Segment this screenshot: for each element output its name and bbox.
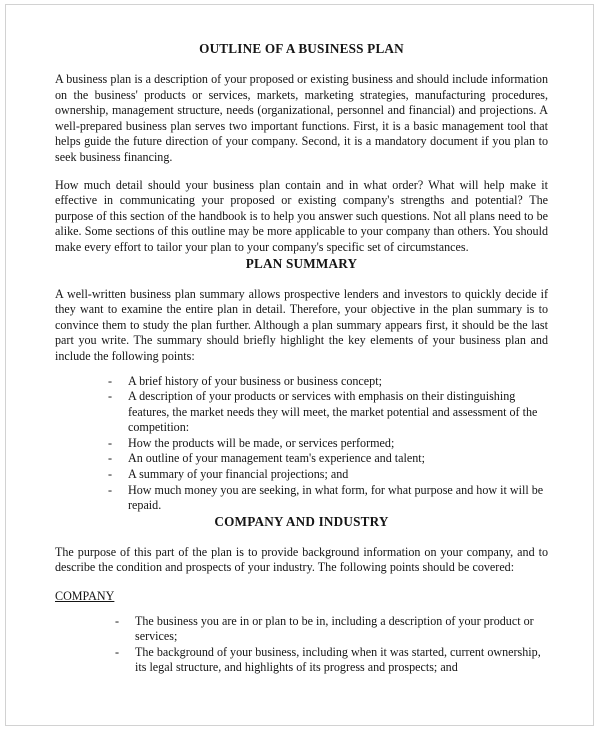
list-item: [108, 451, 548, 467]
list-item: [108, 436, 548, 452]
dash-bullet-icon: -: [108, 435, 113, 450]
list-item-text: A description of your products or services with emphasis on their distinguishing features, the market needs they will meet, the market potential and assessment of the competition:: [128, 389, 538, 435]
list-item-text: The business you are in or plan to be in, including a description of your product or services;: [135, 613, 534, 644]
dash-bullet-icon: -: [108, 482, 113, 497]
page-title: OUTLINE OF A BUSINESS PLAN: [199, 41, 404, 56]
dash-bullet-icon: -: [108, 389, 113, 404]
list-item: [108, 374, 548, 390]
list-item: [115, 614, 548, 645]
plan-summary-bullet-list: [55, 374, 548, 514]
list-item: [108, 483, 548, 514]
list-item-text: An outline of your management team's experience and talent;: [128, 451, 426, 466]
company-bullet-list: [55, 614, 548, 676]
dash-bullet-icon: -: [108, 451, 113, 466]
intro-paragraph-1: A business plan is a description of your proposed or existing business and should include information on the business' products or services, markets, marketing strategies, manufacturing procedures, ownership, management structure, needs (organizational, personnel and financial) and projections. A well-prepared business plan serves two important functions. First, it is a basic management tool that helps guide the future direction of your company. Second, it is a mandatory document if you plan to seek business financing.: [55, 72, 548, 164]
company-industry-paragraph-1: The purpose of this part of the plan is to provide background information on your company, and to describe the condition and prospects of your industry. The following points should be covered:: [55, 544, 548, 575]
document-page: [5, 4, 594, 726]
section-heading-plan-summary: PLAN SUMMARY: [245, 255, 358, 271]
list-item-text: The background of your business, including when it was started, current ownership, its legal structure, and highlights of its progress and prospects; and: [135, 644, 541, 675]
list-item-text: A brief history of your business or business concept;: [128, 373, 382, 388]
list-item-text: A summary of your financial projections; and: [128, 467, 349, 482]
list-item-text: How much money you are seeking, in what form, for what purpose and how it will be repaid.: [128, 482, 544, 513]
document-content: [55, 41, 548, 676]
list-item: [108, 389, 548, 436]
list-item: [115, 645, 548, 676]
plan-summary-paragraph-1: A well-written business plan summary allows prospective lenders and investors to quickly decide if they want to examine the entire plan in detail. Therefore, your objective in the plan summary is to convince them to study the plan further. Although a plan summary appears first, it should be the last part you write. The summary should briefly highlight the key elements of your business plan and include the following points:: [55, 286, 548, 363]
section-heading-company-and-industry: COMPANY AND INDUSTRY: [214, 513, 389, 529]
dash-bullet-icon: -: [115, 613, 120, 628]
list-item-text: How the products will be made, or services performed;: [128, 435, 395, 450]
dash-bullet-icon: -: [115, 644, 120, 659]
dash-bullet-icon: -: [108, 373, 113, 388]
intro-paragraph-2: How much detail should your business plan contain and in what order? What will help make it effective in communicating your proposed or existing company's strengths and potential? The purpose of this section of the handbook is to help you answer such questions. Not all plans need to be alike. Some sections of this outline may be more applicable to your company than others. You should make every effort to tailor your plan to your company's specific set of circumstances.: [55, 177, 548, 254]
list-item: [108, 467, 548, 483]
subheading-company: COMPANY: [55, 589, 115, 604]
dash-bullet-icon: -: [108, 467, 113, 482]
